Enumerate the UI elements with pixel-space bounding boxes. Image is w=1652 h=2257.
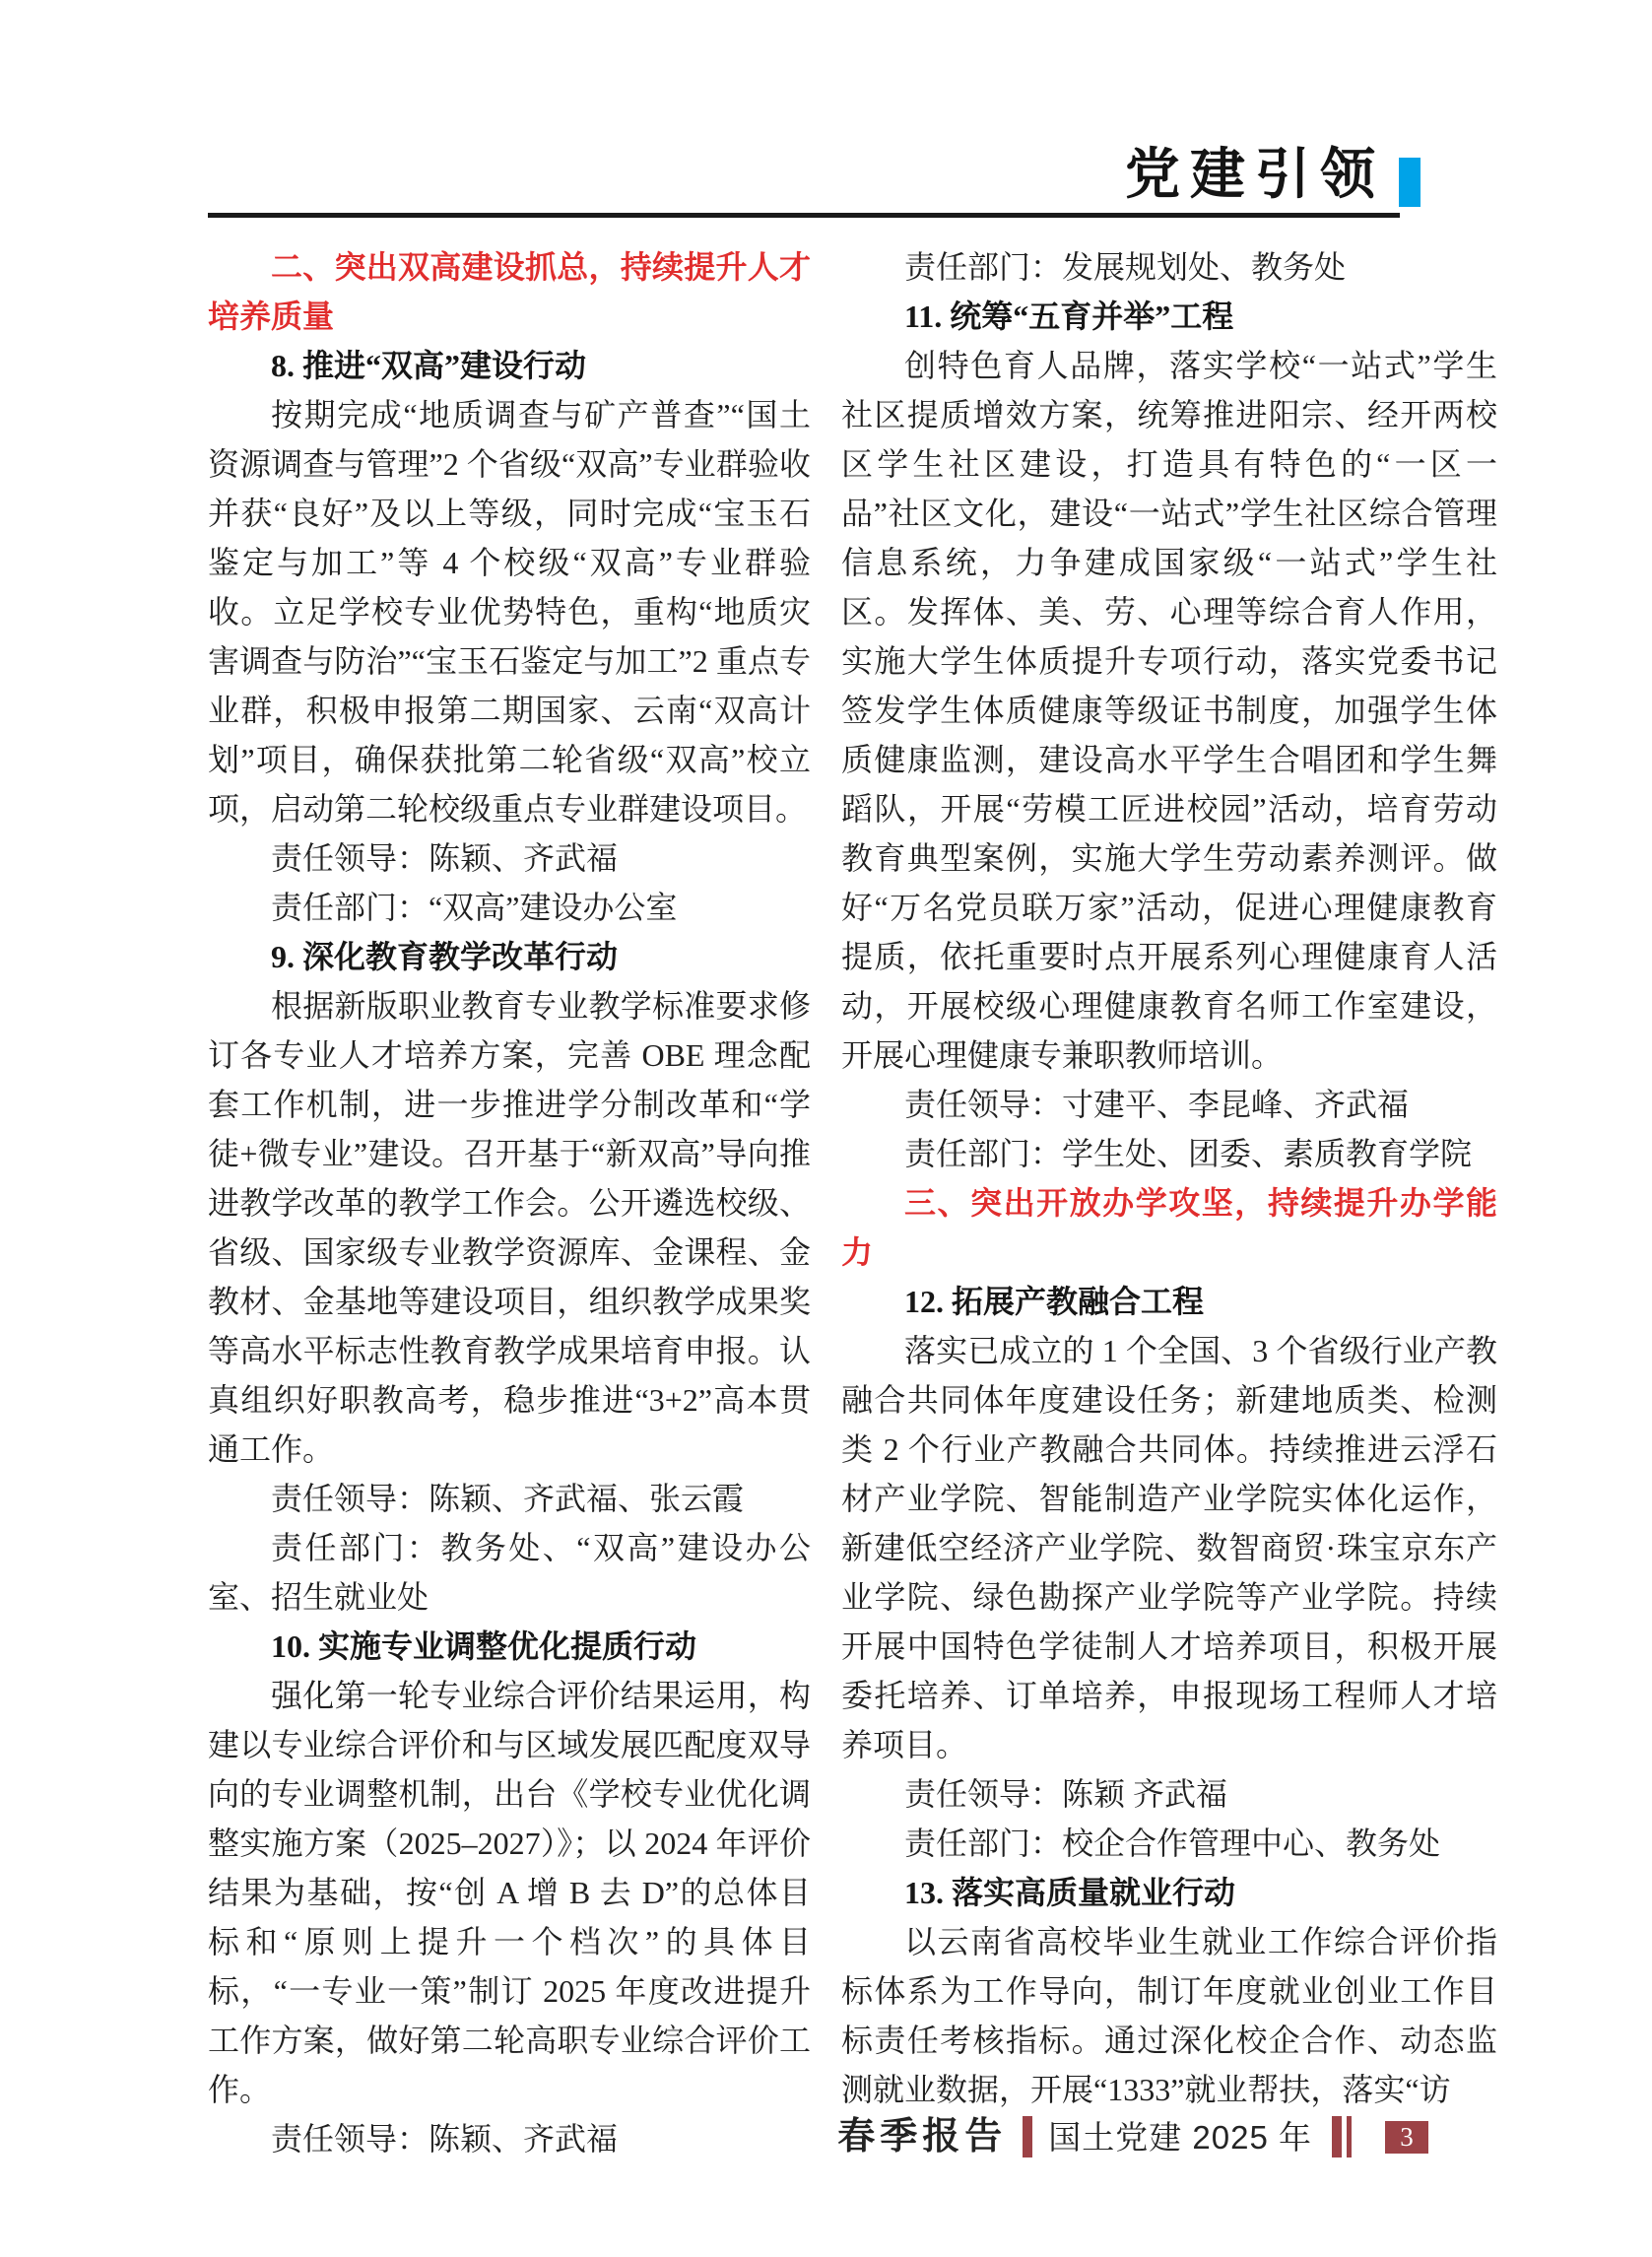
sub-heading: 11. 统筹“五育并举”工程 — [904, 299, 1234, 334]
para: 按期完成“地质调查与矿产普查”“国土资源调查与管理”2 个省级“双高”专业群验收并获“良好”及以上等级，同时完成“宝玉石鉴定与加工”等 4 个校级“双高”专业群验收。立足学校专业优势特色，重构“地质灾害调查与防治”“宝玉石鉴定与加工”2 重点专业群，积极申报第二期国家、云南“双高计划”项目，确保获批第二轮省级“双高”校立项，启动第二轮校级重点专业群建设项目。 — [208, 397, 811, 827]
resp: 责任领导：陈颖 齐武福 — [904, 1776, 1228, 1812]
sub-heading: 10. 实施专业调整优化提质行动 — [271, 1628, 697, 1664]
page-number-badge: 3 — [1385, 2121, 1428, 2154]
footer-accent-bar-thin — [1347, 2116, 1352, 2157]
para: 强化第一轮专业综合评价结果运用，构建以专业综合评价和与区域发展匹配度双导向的专业调整机制，出台《学校专业优化调整实施方案（2025–2027）》；以 2024 年评价结果为基础，按“创 A 增 B 去 D”的总体目标和“原则上提升一个档次”的具体目标，“一专业一策”制订 2025 年度改进提升工作方案，做好第二轮高职专业综合评价工作。 — [208, 1678, 811, 2107]
para: 创特色育人品牌，落实学校“一站式”学生社区提质增效方案，统筹推进阳宗、经开两校区学生社区建设，打造具有特色的“一区一品”社区文化，建设“一站式”学生社区综合管理信息系统，力争建成国家级“一站式”学生社区。发挥体、美、劳、心理等综合育人作用，实施大学生体质提升专项行动，落实党委书记签发学生体质健康等级证书制度，加强学生体质健康监测，建设高水平学生合唱团和学生舞蹈队，开展“劳模工匠进校园”活动，培育劳动教育典型案例，实施大学生劳动素养测评。做好“万名党员联万家”活动，促进心理健康教育提质，依托重要时点开展系列心理健康育人活动，开展校级心理健康教育名师工作室建设，开展心理健康专兼职教师培训。 — [841, 348, 1497, 1073]
page-header — [1125, 145, 1421, 207]
sub-heading: 12. 拓展产教融合工程 — [904, 1284, 1205, 1319]
resp: 责任部门：教务处、“双高”建设办公室、招生就业处 — [208, 1530, 811, 1615]
footer-accent-bar-thick — [1332, 2116, 1342, 2157]
resp: 责任领导：陈颖、齐武福、张云霞 — [271, 1481, 745, 1516]
para: 落实已成立的 1 个全国、3 个省级行业产教融合共同体年度建设任务；新建地质类、检测类 2 个行业产教融合共同体。持续推进云浮石材产业学院、智能制造产业学院实体化运作，新建低空经济产业学院、数智商贸·珠宝京东产业学院、绿色勘探产业学院等产业学院。持续开展中国特色学徒制人才培养项目，积极开展委托培养、订单培养，申报现场工程师人才培养项目。 — [841, 1333, 1497, 1762]
header-rule — [208, 213, 1400, 218]
page-footer — [837, 2116, 1428, 2157]
footer-publication-title: 国土党建 2025 年 — [1048, 2118, 1312, 2156]
resp: 责任部门：学生处、团委、素质教育学院 — [904, 1136, 1473, 1171]
para: 以云南省高校毕业生就业工作综合评价指标体系为工作导向，制订年度就业创业工作目标责任考核指标。通过深化校企合作、动态监测就业数据，开展“1333”就业帮扶，落实“访 — [841, 1924, 1497, 2107]
footer-report-title: 春季报告 — [837, 2116, 1008, 2157]
sub-heading: 9. 深化教育教学改革行动 — [271, 939, 619, 974]
sub-heading: 8. 推进“双高”建设行动 — [271, 348, 587, 383]
resp: 责任部门：发展规划处、教务处 — [904, 249, 1347, 285]
resp: 责任领导：陈颖、齐武福 — [271, 840, 619, 876]
right-column — [841, 242, 1497, 2114]
para: 根据新版职业教育专业教学标准要求修订各专业人才培养方案，完善 OBE 理念配套工作机制，进一步推进学分制改革和“学徒+微专业”建设。召开基于“新双高”导向推进教学改革的教学工作会。公开遴选校级、省级、国家级专业教学资源库、金课程、金教材、金基地等建设项目，组织教学成果奖等高水平标志性教育教学成果培育申报。认真组织好职教高考，稳步推进“3+2”高本贯通工作。 — [208, 988, 811, 1467]
sub-heading: 13. 落实高质量就业行动 — [904, 1875, 1236, 1910]
resp: 责任领导：陈颖、齐武福 — [271, 2121, 619, 2157]
resp: 责任部门：校企合作管理中心、教务处 — [904, 1826, 1441, 1861]
left-column — [208, 242, 811, 2163]
section-heading: 三、突出开放办学攻坚，持续提升办学能力 — [841, 1185, 1497, 1270]
footer-separator-bar — [1023, 2116, 1032, 2157]
resp: 责任领导：寸建平、李昆峰、齐武福 — [904, 1087, 1410, 1122]
page-header-title: 党建引领 — [1125, 145, 1385, 206]
section-heading: 二、突出双高建设抓总，持续提升人才培养质量 — [208, 249, 811, 334]
header-accent-box — [1399, 158, 1421, 207]
resp: 责任部门：“双高”建设办公室 — [271, 890, 678, 925]
